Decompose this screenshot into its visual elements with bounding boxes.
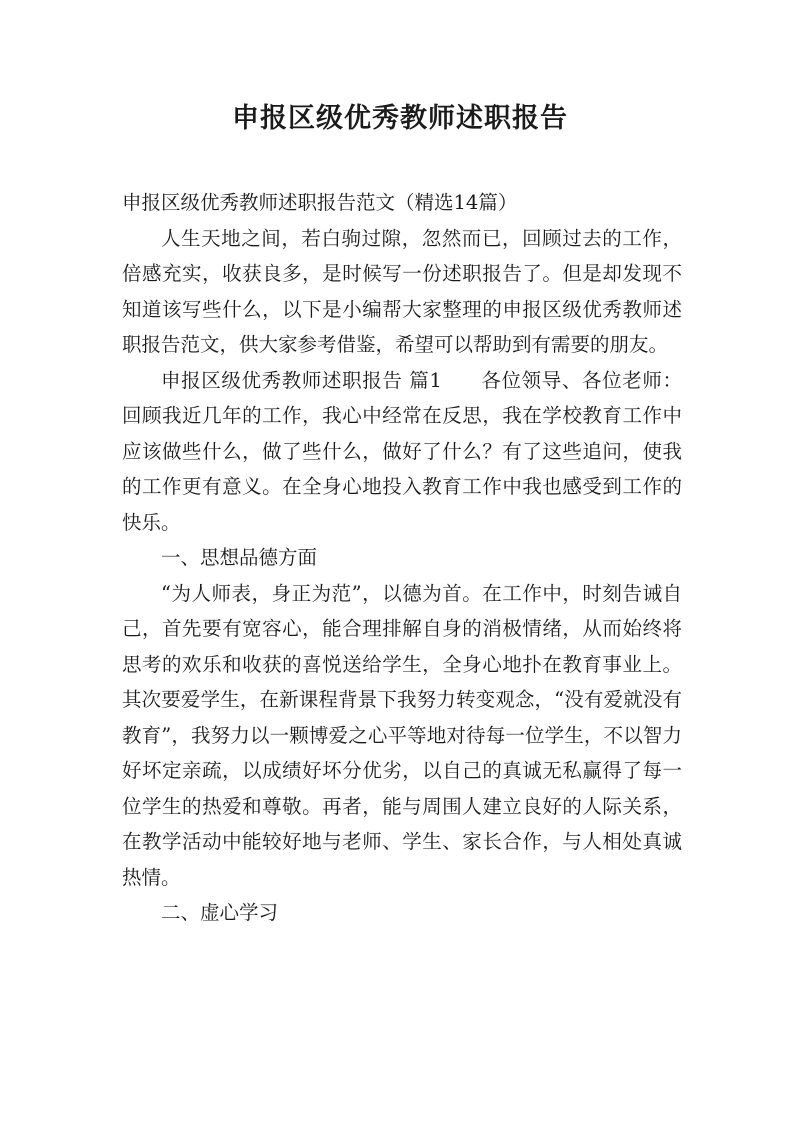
chapter-paragraph [122, 363, 682, 541]
document-body [122, 185, 682, 931]
chapter-label: 申报区级优秀教师述职报告 篇1 [161, 368, 442, 392]
section-heading-2: 二、虚心学习 [161, 901, 279, 924]
chapter-body: 各位领导、各位老师：回顾我近几年的工作，我心中经常在反思，我在学校教育工作中应该做些什么，做了些什么，做好了什么？有了这些追问，使我的工作更有意义。在全身心地投入教育工作中我也感受到工作的快乐。 [122, 368, 682, 534]
section-paragraph-1: “为人师表，身正为范”，以德为首。在工作中，时刻告诫自己，首先要有宽容心，能合理排解自身的消极情绪，从而始终将思考的欢乐和收获的喜悦送给学生，全身心地扑在教育事业上。其次要爱学生，在新课程背景下我努力转变观念，“没有爱就没有教育”，我努力以一颗博爱之心平等地对待每一位学生，不以智力好坏定亲疏，以成绩好坏分优劣，以自己的真诚无私赢得了每一位学生的热爱和尊敬。再者，能与周围人建立良好的人际关系，在教学活动中能较好地与老师、学生、家长合作，与人相处真诚热情。 [122, 581, 682, 889]
intro-paragraph: 人生天地之间，若白驹过隙，忽然而已，回顾过去的工作，倍感充实，收获良多，是时候写一份述职报告了。但是却发现不知道该写些什么，以下是小编帮大家整理的申报区级优秀教师述职报告范文，供大家参考借鉴，希望可以帮助到有需要的朋友。 [122, 226, 682, 356]
section-heading-1: 一、思想品德方面 [161, 546, 318, 569]
document-subtitle: 申报区级优秀教师述职报告范文（精选14篇） [122, 191, 518, 214]
document-title: 申报区级优秀教师述职报告 [232, 103, 568, 134]
